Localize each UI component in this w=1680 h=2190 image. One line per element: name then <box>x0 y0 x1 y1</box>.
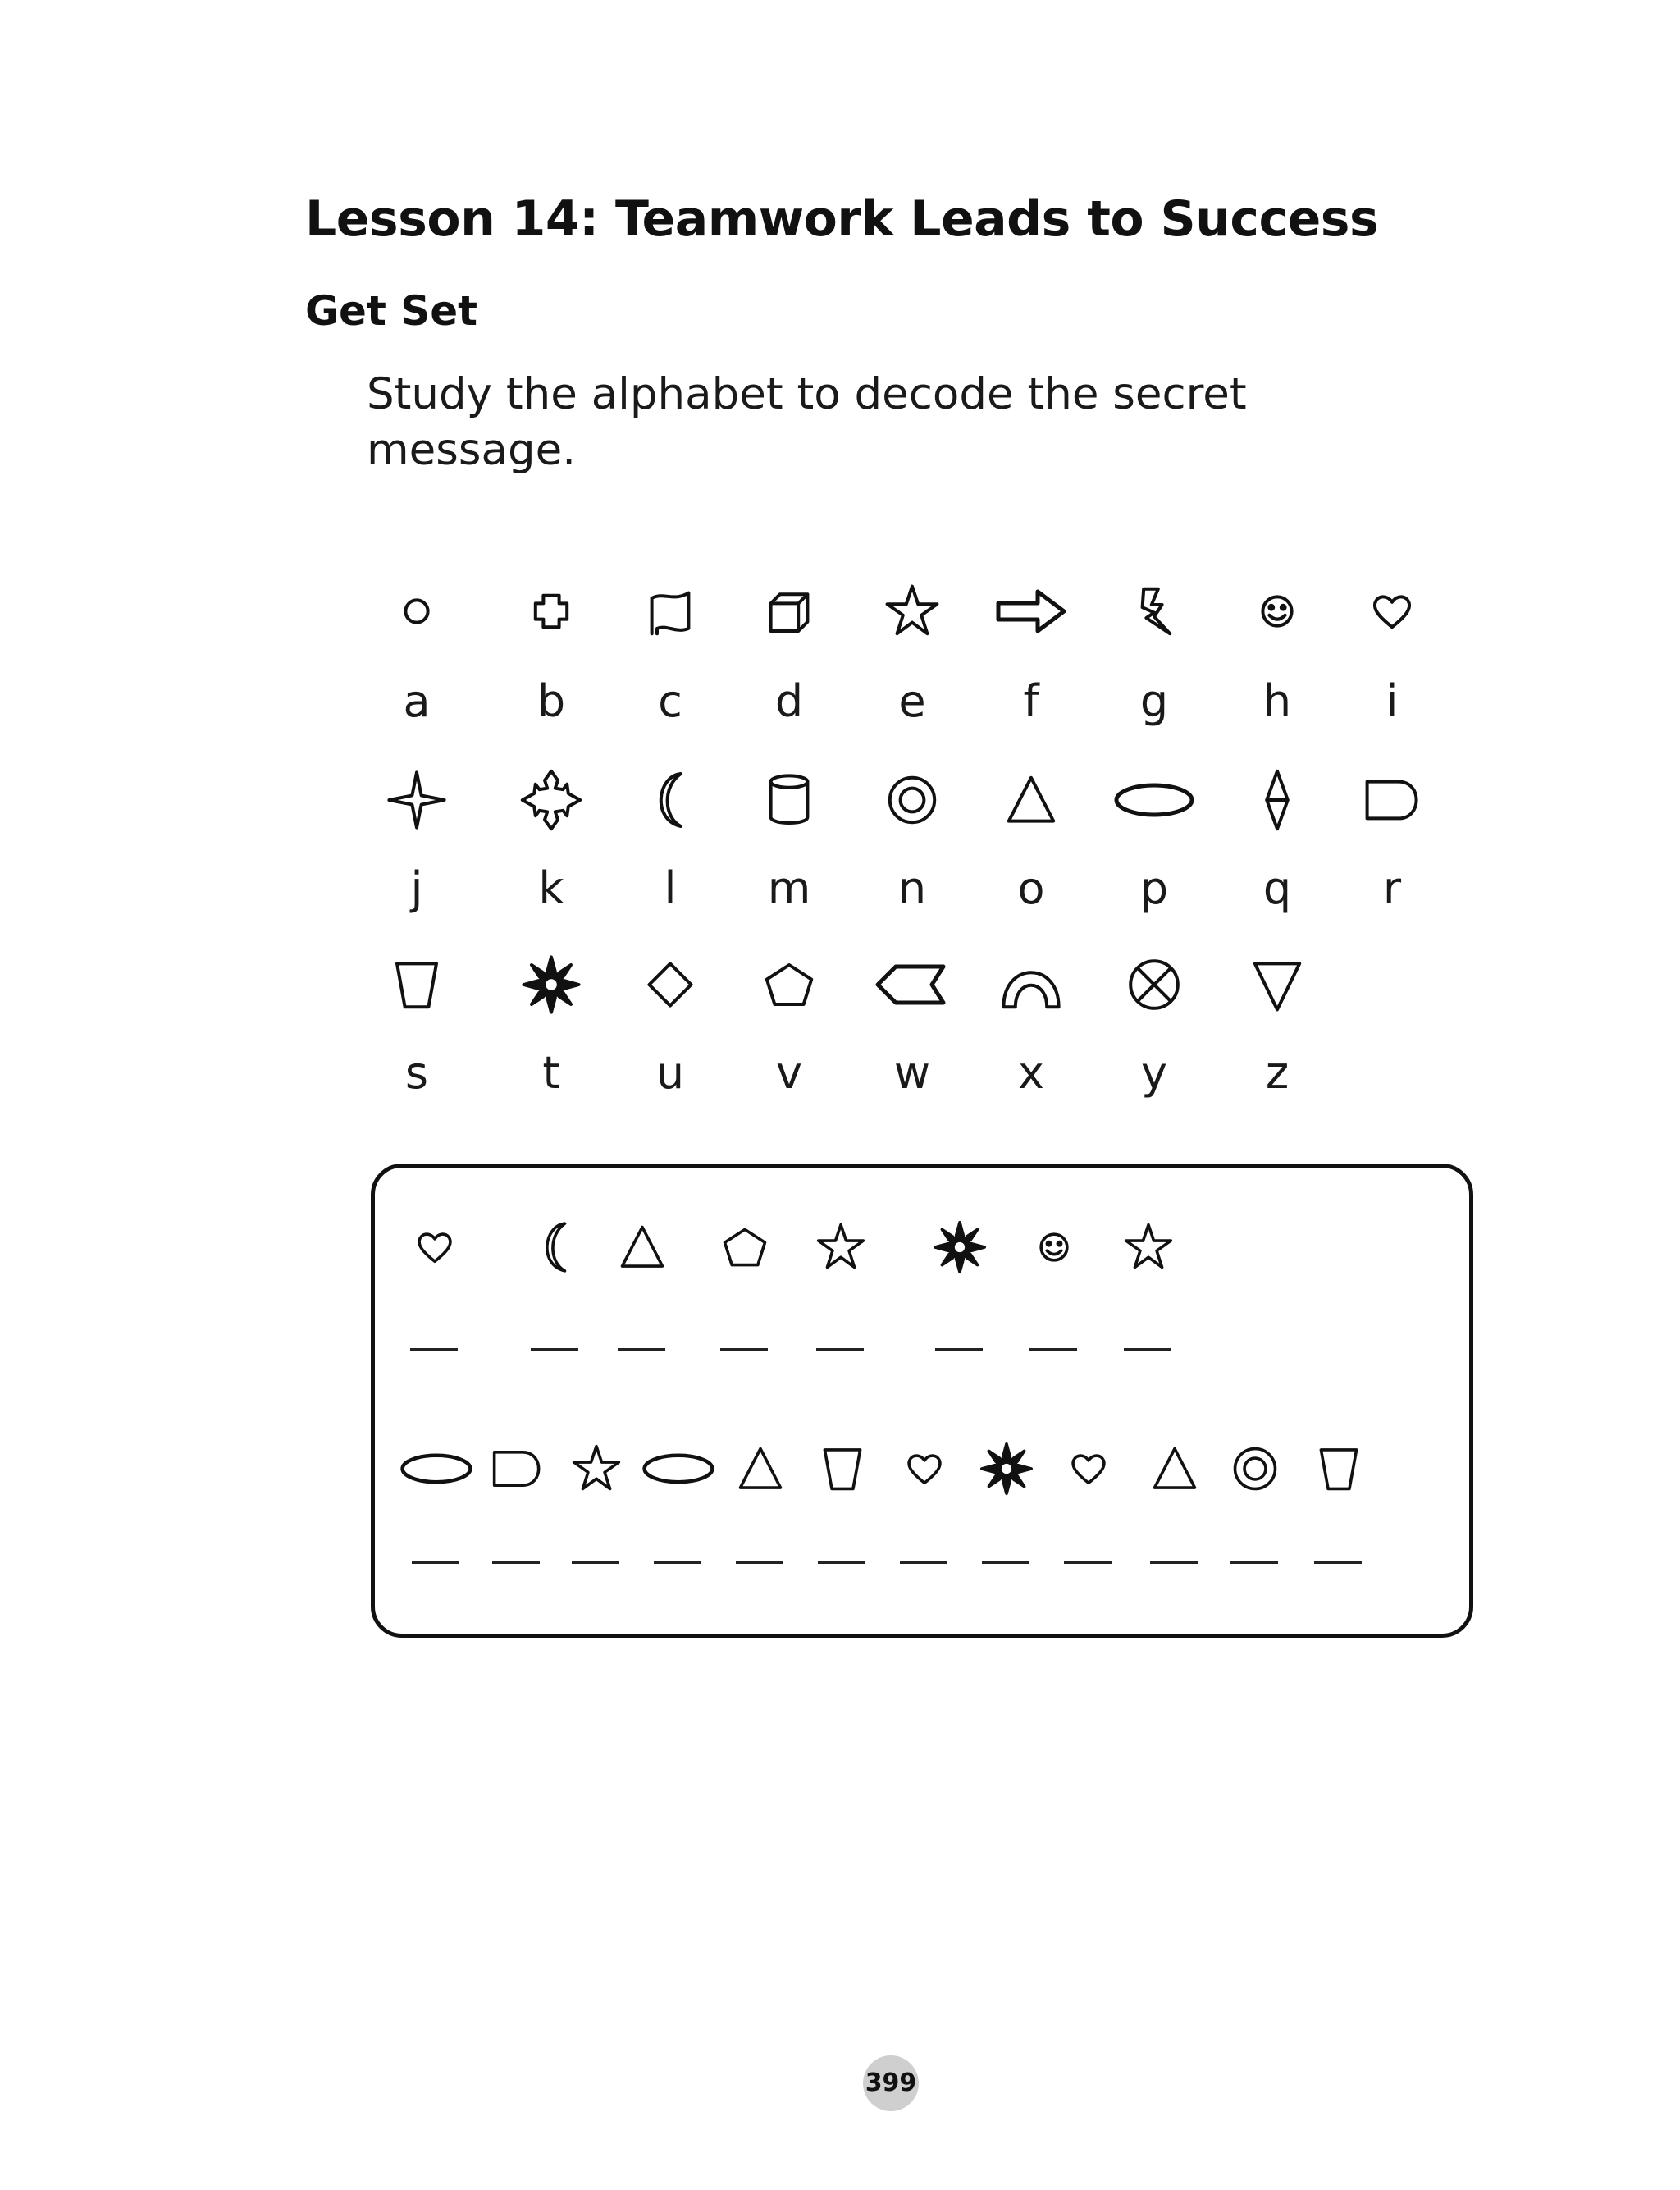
key-letter-a: a <box>403 675 431 727</box>
heart-icon <box>405 1218 464 1277</box>
cube-icon <box>756 578 822 644</box>
key-letter-o: o <box>1017 862 1045 914</box>
key-letter-n: n <box>897 862 927 914</box>
key-letter-g: g <box>1139 675 1169 727</box>
trapezoid-cup-icon <box>813 1439 872 1498</box>
d-shape-icon <box>1359 767 1425 833</box>
heart-icon <box>1059 1439 1118 1498</box>
line2-answer-blank[interactable] <box>492 1561 540 1564</box>
sun-icon <box>930 1218 989 1277</box>
star-icon <box>567 1439 626 1498</box>
key-letter-f: f <box>1023 675 1039 727</box>
diamond-kite-icon <box>1244 767 1310 833</box>
star-icon <box>811 1218 870 1277</box>
key-letter-l: l <box>664 862 677 914</box>
line2-answer-blank[interactable] <box>982 1561 1029 1564</box>
four-point-star-icon <box>384 767 450 833</box>
line1-answer-blank[interactable] <box>531 1348 578 1351</box>
line1-answer-blank[interactable] <box>618 1348 665 1351</box>
triangle-icon <box>998 767 1064 833</box>
key-letter-s: s <box>404 1047 429 1099</box>
line2-answer-blank[interactable] <box>1230 1561 1278 1564</box>
pentagon-icon <box>756 952 822 1017</box>
key-letter-z: z <box>1265 1047 1290 1099</box>
star-icon <box>879 578 945 644</box>
line1-answer-blank[interactable] <box>720 1348 768 1351</box>
line2-answer-blank[interactable] <box>572 1561 619 1564</box>
double-circle-icon <box>1226 1439 1285 1498</box>
heart-icon <box>1359 578 1425 644</box>
line2-answer-blank[interactable] <box>900 1561 947 1564</box>
key-letter-k: k <box>538 862 564 914</box>
key-letter-u: u <box>655 1047 685 1099</box>
line2-answer-blank[interactable] <box>818 1561 865 1564</box>
sun-icon <box>977 1439 1036 1498</box>
line2-answer-blank[interactable] <box>412 1561 459 1564</box>
triangle-icon <box>613 1218 672 1277</box>
smiley-icon <box>1244 578 1310 644</box>
circle-icon <box>384 578 450 644</box>
key-letter-m: m <box>767 862 811 914</box>
diamond-icon <box>637 952 703 1017</box>
line2-answer-blank[interactable] <box>1064 1561 1112 1564</box>
rainbow-arch-icon <box>998 952 1064 1017</box>
triangle-icon <box>1145 1439 1204 1498</box>
line1-answer-blank[interactable] <box>410 1348 458 1351</box>
triangle-icon <box>731 1439 790 1498</box>
page-number: 399 <box>863 2055 919 2111</box>
arrow-icon <box>990 570 1072 652</box>
lesson-title: Lesson 14: Teamwork Leads to Success <box>305 190 1379 248</box>
key-letter-t: t <box>542 1047 560 1099</box>
down-triangle-icon <box>1244 952 1310 1017</box>
crescent-moon-icon <box>526 1218 585 1277</box>
star-icon <box>1119 1218 1178 1277</box>
key-letter-e: e <box>898 675 926 727</box>
lightning-icon <box>1121 578 1187 644</box>
line2-answer-blank[interactable] <box>736 1561 783 1564</box>
key-letter-j: j <box>410 862 423 914</box>
key-letter-h: h <box>1262 675 1292 727</box>
ellipse-icon <box>641 1432 715 1506</box>
key-letter-q: q <box>1262 862 1292 914</box>
line2-answer-blank[interactable] <box>1150 1561 1198 1564</box>
line1-answer-blank[interactable] <box>1124 1348 1171 1351</box>
cross-icon <box>518 578 584 644</box>
d-shape-icon <box>487 1439 546 1498</box>
line1-answer-blank[interactable] <box>816 1348 864 1351</box>
ellipse-icon <box>1113 759 1195 841</box>
key-letter-p: p <box>1139 862 1169 914</box>
crescent-moon-icon <box>637 767 703 833</box>
trapezoid-cup-icon <box>1309 1439 1368 1498</box>
line2-answer-blank[interactable] <box>1314 1561 1362 1564</box>
key-letter-r: r <box>1382 862 1402 914</box>
heart-icon <box>895 1439 954 1498</box>
key-letter-d: d <box>774 675 804 727</box>
flag-icon <box>637 578 703 644</box>
line1-answer-blank[interactable] <box>935 1348 983 1351</box>
key-letter-w: w <box>893 1047 931 1099</box>
key-letter-y: y <box>1141 1047 1167 1099</box>
pentagon-icon <box>715 1218 774 1277</box>
crossed-circle-icon <box>1121 952 1187 1017</box>
key-letter-v: v <box>776 1047 802 1099</box>
ellipse-icon <box>399 1432 473 1506</box>
key-letter-i: i <box>1386 675 1399 727</box>
key-letter-b: b <box>536 675 566 727</box>
smiley-icon <box>1025 1218 1084 1277</box>
trapezoid-cup-icon <box>384 952 450 1017</box>
double-circle-icon <box>879 767 945 833</box>
section-title: Get Set <box>305 287 478 335</box>
key-letter-x: x <box>1018 1047 1044 1099</box>
spiky-cross-icon <box>518 767 584 833</box>
cylinder-icon <box>756 767 822 833</box>
line2-answer-blank[interactable] <box>654 1561 701 1564</box>
instructions: Study the alphabet to decode the secret message. <box>367 369 1247 475</box>
sun-icon <box>518 952 584 1017</box>
line1-answer-blank[interactable] <box>1029 1348 1077 1351</box>
chevron-arrow-icon <box>871 944 953 1026</box>
key-letter-c: c <box>658 675 682 727</box>
